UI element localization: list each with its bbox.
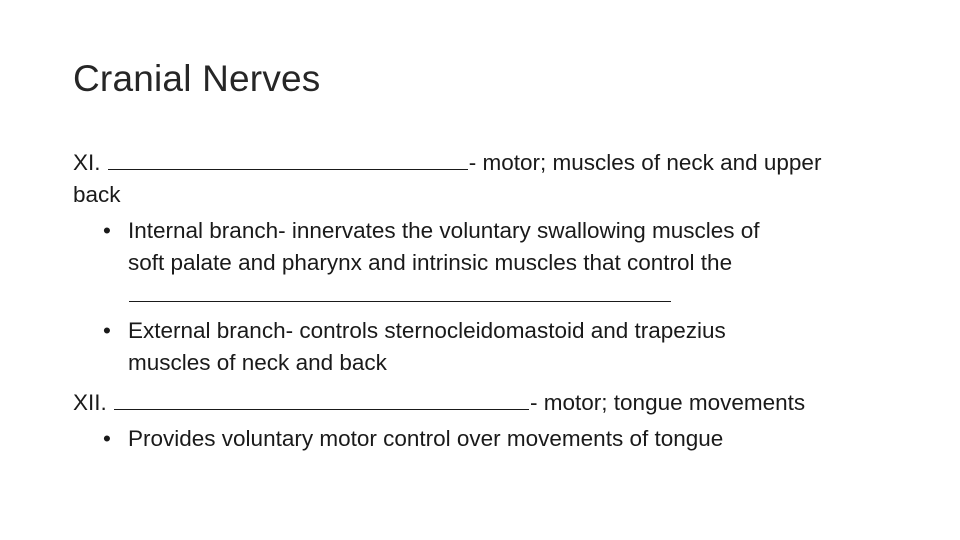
bullet-external-text: External branch- controls sternocleidomastoid and trapezius xyxy=(128,318,726,343)
item-xii-line xyxy=(73,387,893,419)
item-xi-description-cont: back xyxy=(73,182,121,207)
bullet-internal-line2: soft palate and pharynx and intrinsic muscles that control the xyxy=(128,250,733,275)
bullet-internal-blank-line xyxy=(73,279,893,311)
item-xi-line xyxy=(73,147,893,179)
item-xi-blank xyxy=(108,149,468,170)
item-xi-label: XI. xyxy=(73,150,101,175)
bullet-dot: • xyxy=(103,426,111,451)
bullet-provides-line1 xyxy=(73,423,893,455)
bullet-external-line2: muscles of neck and back xyxy=(128,350,387,375)
item-xii-description: - motor; tongue movements xyxy=(530,390,806,415)
bullet-external-line1 xyxy=(73,315,893,347)
item-xii-blank xyxy=(114,389,529,410)
item-xi-description: - motor; muscles of neck and upper xyxy=(468,150,822,175)
slide-title: Cranial Nerves xyxy=(73,58,321,99)
item-xii-label: XII. xyxy=(73,390,107,415)
slide-body xyxy=(73,147,893,455)
bullet-internal-line1 xyxy=(73,215,893,247)
bullet-internal-blank xyxy=(129,281,671,302)
bullet-provides-text: Provides voluntary motor control over movements of tongue xyxy=(128,426,724,451)
bullet-dot: • xyxy=(103,218,111,243)
bullet-dot: • xyxy=(103,318,111,343)
bullet-internal-text: Internal branch- innervates the voluntary swallowing muscles of xyxy=(128,218,760,243)
